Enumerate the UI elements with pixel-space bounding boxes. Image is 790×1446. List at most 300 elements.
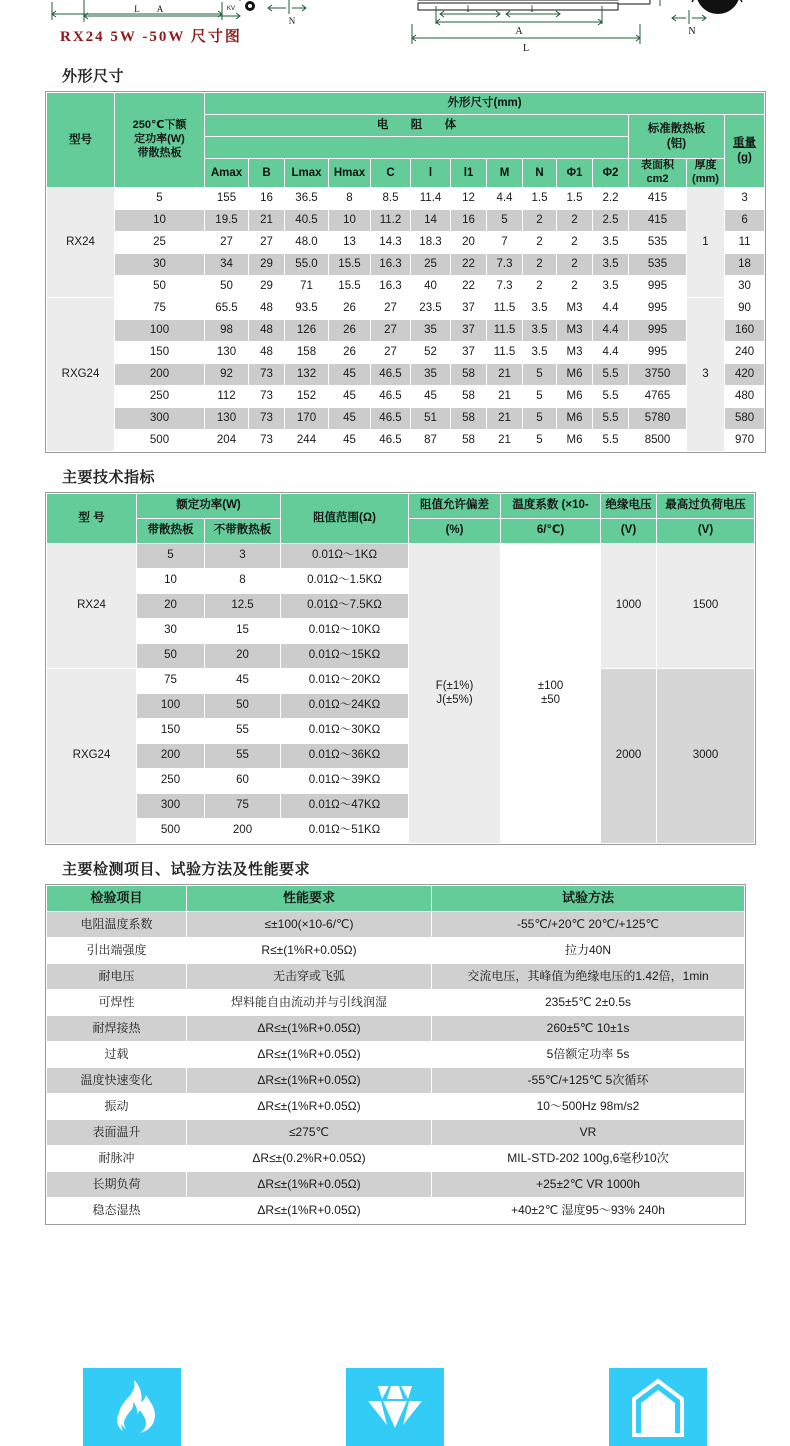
cell-power: 200: [115, 363, 205, 385]
th-rated-power-l1: 250℃下额: [132, 119, 187, 132]
specs-header-row-1: [47, 493, 755, 518]
cell-m: 21: [487, 363, 523, 385]
cell-amax: 27: [205, 231, 249, 253]
cell-phi1: M6: [557, 429, 593, 451]
th-hmax: Hmax: [329, 159, 371, 188]
feature-icon-band: [0, 1320, 790, 1446]
cell-area: 995: [629, 297, 687, 319]
requirement-cell: ΔR≤±(1%R+0.05Ω): [187, 1171, 432, 1197]
cell-hmax: 15.5: [329, 253, 371, 275]
dimensions-section-title: 外形尺寸: [62, 68, 125, 85]
cell-m: 7: [487, 231, 523, 253]
cell-weight: 160: [725, 319, 765, 341]
cell-area: 995: [629, 275, 687, 297]
cell-l1: 16: [451, 209, 487, 231]
cell-c: 46.5: [371, 385, 411, 407]
cell-power: 30: [115, 253, 205, 275]
cell-m: 7.3: [487, 253, 523, 275]
cell-c: 14.3: [371, 231, 411, 253]
cell-weight: 30: [725, 275, 765, 297]
flame-icon: [104, 1378, 160, 1436]
cell-weight: 6: [725, 209, 765, 231]
cell-l1: 20: [451, 231, 487, 253]
th-rated-power-l2: 定功率(W): [134, 132, 185, 145]
cell-l: 87: [411, 429, 451, 451]
tempcoef-cell: [501, 543, 601, 843]
cell-weight: 90: [725, 297, 765, 319]
cell-hmax: 8: [329, 187, 371, 209]
th-phi2: Φ2: [593, 159, 629, 188]
cell-n: 3.5: [523, 341, 557, 363]
cell-l: 23.5: [411, 297, 451, 319]
table-row: [47, 989, 745, 1015]
cell-lmax: 71: [285, 275, 329, 297]
shield-icon: [630, 1377, 686, 1437]
cell-weight: 580: [725, 407, 765, 429]
requirement-cell: 焊料能自由流动并与引线润湿: [187, 989, 432, 1015]
dimensions-section: [0, 65, 790, 452]
cell-power: 75: [115, 297, 205, 319]
cell-without: 55: [205, 743, 281, 768]
cell-m: 5: [487, 209, 523, 231]
cell-b: 73: [249, 429, 285, 451]
test-item-cell: 可焊性: [47, 989, 187, 1015]
cell-lmax: 93.5: [285, 297, 329, 319]
th-phi1: Φ1: [557, 159, 593, 188]
cell-n: 5: [523, 385, 557, 407]
cell-hmax: 13: [329, 231, 371, 253]
cell-area: 3750: [629, 363, 687, 385]
cell-b: 48: [249, 297, 285, 319]
cell-phi1: M6: [557, 407, 593, 429]
cell-lmax: 36.5: [285, 187, 329, 209]
cell-m: 4.4: [487, 187, 523, 209]
requirement-cell: ΔR≤±(1%R+0.05Ω): [187, 1015, 432, 1041]
test-item-cell: 耐焊接热: [47, 1015, 187, 1041]
table-row: [47, 1171, 745, 1197]
insulation-cell: 1000: [601, 543, 657, 668]
dimensions-table-body: [47, 187, 765, 451]
cell-n: 2: [523, 231, 557, 253]
th3-requirement: 性能要求: [187, 885, 432, 911]
cell-range: 0.01Ω～15KΩ: [281, 643, 409, 668]
method-cell: MIL-STD-202 100g,6毫秒10次: [432, 1145, 745, 1171]
cell-l: 35: [411, 363, 451, 385]
method-cell: 拉力40N: [432, 937, 745, 963]
th-body-group: [205, 115, 629, 137]
cell-power: 25: [115, 231, 205, 253]
cell-with: 50: [137, 643, 205, 668]
cell-phi2: 4.4: [593, 319, 629, 341]
cell-b: 27: [249, 231, 285, 253]
th2-without-plate: 不带散热板: [205, 518, 281, 543]
svg-text:N: N: [688, 26, 696, 37]
cell-with: 200: [137, 743, 205, 768]
requirement-cell: ΔR≤±(1%R+0.05Ω): [187, 1041, 432, 1067]
cell-amax: 204: [205, 429, 249, 451]
cell-l1: 37: [451, 319, 487, 341]
th2-tolerance: 阻值允许偏差: [409, 493, 501, 518]
method-cell: +40±2℃ 湿度95～93% 240h: [432, 1197, 745, 1223]
cell-weight: 18: [725, 253, 765, 275]
cell-hmax: 45: [329, 385, 371, 407]
cell-hmax: 26: [329, 319, 371, 341]
cell-n: 3.5: [523, 297, 557, 319]
cell-with: 250: [137, 768, 205, 793]
cell-n: 1.5: [523, 187, 557, 209]
cell-without: 15: [205, 618, 281, 643]
th-weight-label: 重量: [733, 137, 757, 150]
cell-weight: 480: [725, 385, 765, 407]
table-row: [47, 319, 765, 341]
cell-phi2: 5.5: [593, 407, 629, 429]
cell-b: 29: [249, 253, 285, 275]
diamond-icon: [364, 1382, 426, 1432]
cell-hmax: 15.5: [329, 275, 371, 297]
tests-table-body: [47, 911, 745, 1223]
cell-with: 150: [137, 718, 205, 743]
cell-phi2: 4.4: [593, 341, 629, 363]
tempcoef-value: ±50: [540, 694, 561, 706]
cell-amax: 112: [205, 385, 249, 407]
cell-lmax: 170: [285, 407, 329, 429]
cell-m: 21: [487, 407, 523, 429]
th2-model: 型 号: [47, 493, 137, 543]
cell-weight: 3: [725, 187, 765, 209]
th3-item: 检验项目: [47, 885, 187, 911]
cell-range: 0.01Ω～24KΩ: [281, 693, 409, 718]
th-body-zu: 阻: [410, 119, 423, 132]
th-surface-area: [629, 159, 687, 188]
test-item-cell: 引出端强度: [47, 937, 187, 963]
th-thickness-l2: (mm): [692, 172, 719, 185]
cell-phi1: 1.5: [557, 187, 593, 209]
th-weight: [725, 115, 765, 188]
cell-phi1: 2: [557, 275, 593, 297]
cell-power: 150: [115, 341, 205, 363]
th3-method: 试验方法: [432, 885, 745, 911]
table-row: [47, 253, 765, 275]
th-c: C: [371, 159, 411, 188]
requirement-cell: ΔR≤±(1%R+0.05Ω): [187, 1093, 432, 1119]
cell-range: 0.01Ω～39KΩ: [281, 768, 409, 793]
tolerance-cell: [409, 543, 501, 843]
cell-area: 535: [629, 231, 687, 253]
cell-phi1: 2: [557, 231, 593, 253]
svg-text:A: A: [515, 26, 523, 37]
diamond-icon-tile: [346, 1368, 444, 1446]
test-item-cell: 长期负荷: [47, 1171, 187, 1197]
th2-rated-power: 额定功率(W): [137, 493, 281, 518]
cell-without: 3: [205, 543, 281, 568]
cell-power: 50: [115, 275, 205, 297]
tests-table: [46, 885, 745, 1224]
cell-l: 11.4: [411, 187, 451, 209]
method-cell: +25±2℃ VR 1000h: [432, 1171, 745, 1197]
cell-with: 30: [137, 618, 205, 643]
cell-area: 5780: [629, 407, 687, 429]
requirement-cell: ≤275℃: [187, 1119, 432, 1145]
cell-l: 45: [411, 385, 451, 407]
cell-phi1: 2: [557, 209, 593, 231]
cell-range: 0.01Ω～7.5KΩ: [281, 593, 409, 618]
cell-l: 18.3: [411, 231, 451, 253]
cell-l: 51: [411, 407, 451, 429]
cell-amax: 65.5: [205, 297, 249, 319]
cell-n: 5: [523, 407, 557, 429]
cell-c: 16.3: [371, 275, 411, 297]
cell-l1: 37: [451, 341, 487, 363]
cell-n: 5: [523, 363, 557, 385]
cell-lmax: 132: [285, 363, 329, 385]
cell-without: 60: [205, 768, 281, 793]
th-body-ti: 体: [444, 119, 457, 132]
cell-hmax: 45: [329, 429, 371, 451]
test-item-cell: 过载: [47, 1041, 187, 1067]
cell-area: 995: [629, 319, 687, 341]
cell-with: 300: [137, 793, 205, 818]
method-cell: 5倍额定功率 5s: [432, 1041, 745, 1067]
cell-with: 100: [137, 693, 205, 718]
cell-c: 46.5: [371, 407, 411, 429]
method-cell: 260±5℃ 10±1s: [432, 1015, 745, 1041]
cell-m: 21: [487, 385, 523, 407]
cell-range: 0.01Ω～36KΩ: [281, 743, 409, 768]
cell-lmax: 55.0: [285, 253, 329, 275]
th-n: N: [523, 159, 557, 188]
cell-l1: 58: [451, 385, 487, 407]
th2-insulation: 绝缘电压: [601, 493, 657, 518]
table-row: [47, 937, 745, 963]
insulation-cell: 2000: [601, 668, 657, 843]
cell-area: 995: [629, 341, 687, 363]
cell-range: 0.01Ω～1KΩ: [281, 543, 409, 568]
cell-amax: 92: [205, 363, 249, 385]
cell-phi2: 3.5: [593, 231, 629, 253]
method-cell: 235±5℃ 2±0.5s: [432, 989, 745, 1015]
th-l1: l1: [451, 159, 487, 188]
table-row: [47, 911, 745, 937]
specs-table-body: [47, 543, 755, 843]
specs-table-wrap: [0, 493, 790, 844]
cell-lmax: 40.5: [285, 209, 329, 231]
specs-table: [46, 493, 755, 844]
table-row: [47, 275, 765, 297]
cell-range: 0.01Ω～47KΩ: [281, 793, 409, 818]
cell-c: 46.5: [371, 429, 411, 451]
cell-lmax: 244: [285, 429, 329, 451]
cell-c: 27: [371, 341, 411, 363]
th-m: M: [487, 159, 523, 188]
cell-hmax: 45: [329, 363, 371, 385]
table-row: [47, 297, 765, 319]
plate-thickness-cell: 3: [687, 297, 725, 451]
cell-b: 73: [249, 385, 285, 407]
cell-amax: 130: [205, 341, 249, 363]
cell-n: 3.5: [523, 319, 557, 341]
cell-power: 10: [115, 209, 205, 231]
tolerance-value: F(±1%): [435, 679, 474, 692]
overload-cell: 3000: [657, 668, 755, 843]
cell-l1: 22: [451, 253, 487, 275]
cell-m: 21: [487, 429, 523, 451]
svg-text:A: A: [156, 4, 164, 14]
cell-phi1: M3: [557, 297, 593, 319]
test-item-cell: 温度快速变化: [47, 1067, 187, 1093]
svg-text:KV: KV: [227, 6, 236, 12]
model-cell: RXG24: [47, 668, 137, 843]
dimensions-table: [46, 92, 765, 452]
cell-power: 300: [115, 407, 205, 429]
cell-l: 35: [411, 319, 451, 341]
cell-hmax: 26: [329, 297, 371, 319]
cell-amax: 98: [205, 319, 249, 341]
cell-l1: 37: [451, 297, 487, 319]
cell-hmax: 10: [329, 209, 371, 231]
th-weight-unit: (g): [737, 151, 752, 164]
cell-m: 11.5: [487, 297, 523, 319]
cell-weight: 11: [725, 231, 765, 253]
th2-tolerance-unit: (%): [409, 518, 501, 543]
cell-power: 100: [115, 319, 205, 341]
cell-b: 48: [249, 319, 285, 341]
table-row: [47, 187, 765, 209]
cell-phi2: 3.5: [593, 253, 629, 275]
th-outline-dimensions: 外形尺寸(mm): [205, 93, 765, 115]
cell-without: 200: [205, 818, 281, 843]
cell-n: 2: [523, 209, 557, 231]
table-row: [47, 385, 765, 407]
cell-c: 27: [371, 297, 411, 319]
th-body-spacer: [205, 137, 629, 159]
cell-phi1: M6: [557, 385, 593, 407]
table-row: [47, 1015, 745, 1041]
cell-area: 415: [629, 187, 687, 209]
th-rated-power: [115, 93, 205, 188]
table-row: [47, 341, 765, 363]
cell-with: 20: [137, 593, 205, 618]
cell-with: 75: [137, 668, 205, 693]
shield-icon-tile: [609, 1368, 707, 1446]
tests-header-row: [47, 885, 745, 911]
requirement-cell: ≤±100(×10-6/℃): [187, 911, 432, 937]
test-item-cell: 振动: [47, 1093, 187, 1119]
tolerance-value: J(±5%): [436, 694, 473, 706]
cell-lmax: 126: [285, 319, 329, 341]
svg-text:L: L: [522, 43, 530, 54]
dimensions-table-wrap: [0, 92, 790, 452]
flame-icon-tile: [83, 1368, 181, 1446]
svg-text:l: l: [530, 4, 534, 14]
requirement-cell: 无击穿或飞弧: [187, 963, 432, 989]
cell-phi2: 2.2: [593, 187, 629, 209]
cell-phi1: M3: [557, 341, 593, 363]
th2-tempcoef: 温度系数 (×10-: [501, 493, 601, 518]
requirement-cell: ΔR≤±(1%R+0.05Ω): [187, 1067, 432, 1093]
cell-without: 75: [205, 793, 281, 818]
cell-c: 8.5: [371, 187, 411, 209]
cell-weight: 420: [725, 363, 765, 385]
table-row: [47, 963, 745, 989]
cell-power: 500: [115, 429, 205, 451]
table-header-row: [47, 93, 765, 115]
cell-l: 14: [411, 209, 451, 231]
cell-n: 2: [523, 275, 557, 297]
cell-l: 52: [411, 341, 451, 363]
drawing-caption: RX24 5W -50W 尺寸图: [60, 29, 242, 45]
th-heatsink: [629, 115, 725, 159]
cell-b: 73: [249, 407, 285, 429]
cell-range: 0.01Ω～1.5KΩ: [281, 568, 409, 593]
table-row: [47, 231, 765, 253]
cell-phi1: M3: [557, 319, 593, 341]
cell-area: 4765: [629, 385, 687, 407]
test-item-cell: 稳态湿热: [47, 1197, 187, 1223]
cell-without: 20: [205, 643, 281, 668]
th-thickness-l1: 厚度: [694, 159, 717, 171]
cell-lmax: 48.0: [285, 231, 329, 253]
cell-hmax: 45: [329, 407, 371, 429]
cell-l: 25: [411, 253, 451, 275]
cell-without: 50: [205, 693, 281, 718]
th-heatsink-l2: (铝): [666, 137, 687, 150]
cell-n: 5: [523, 429, 557, 451]
th-amax: Amax: [205, 159, 249, 188]
cell-m: 11.5: [487, 319, 523, 341]
cell-phi2: 3.5: [593, 275, 629, 297]
table-row: [47, 1067, 745, 1093]
cell-l1: 58: [451, 363, 487, 385]
specs-section: [0, 466, 790, 844]
cell-b: 21: [249, 209, 285, 231]
cell-l1: 12: [451, 187, 487, 209]
technical-drawing-strip: [0, 0, 790, 55]
cell-without: 55: [205, 718, 281, 743]
model-cell: RXG24: [47, 297, 115, 451]
cell-weight: 240: [725, 341, 765, 363]
method-cell: -55℃/+20℃ 20℃/+125℃: [432, 911, 745, 937]
requirement-cell: R≤±(1%R+0.05Ω): [187, 937, 432, 963]
table-row: [47, 407, 765, 429]
cell-phi1: 2: [557, 253, 593, 275]
svg-text:N: N: [288, 16, 296, 26]
cell-without: 8: [205, 568, 281, 593]
cell-c: 16.3: [371, 253, 411, 275]
cell-area: 8500: [629, 429, 687, 451]
tests-section-title: 主要检测项目、试验方法及性能要求: [62, 860, 311, 878]
table-row: [47, 1041, 745, 1067]
cell-amax: 50: [205, 275, 249, 297]
overload-cell: 1500: [657, 543, 755, 668]
cell-weight: 970: [725, 429, 765, 451]
cell-without: 45: [205, 668, 281, 693]
requirement-cell: ΔR≤±(1%R+0.05Ω): [187, 1197, 432, 1223]
table-row: [47, 209, 765, 231]
tests-table-wrap: [0, 885, 790, 1224]
specs-section-title: 主要技术指标: [62, 468, 156, 486]
cell-area: 535: [629, 253, 687, 275]
test-item-cell: 耐电压: [47, 963, 187, 989]
cell-c: 27: [371, 319, 411, 341]
test-item-cell: 表面温升: [47, 1119, 187, 1145]
cell-phi2: 2.5: [593, 209, 629, 231]
th2-range: 阻值范围(Ω): [281, 493, 409, 543]
th-surface-area-l1: 表面积: [641, 159, 674, 171]
th-lmax: Lmax: [285, 159, 329, 188]
cell-l: 40: [411, 275, 451, 297]
cell-b: 16: [249, 187, 285, 209]
model-cell: RX24: [47, 187, 115, 297]
